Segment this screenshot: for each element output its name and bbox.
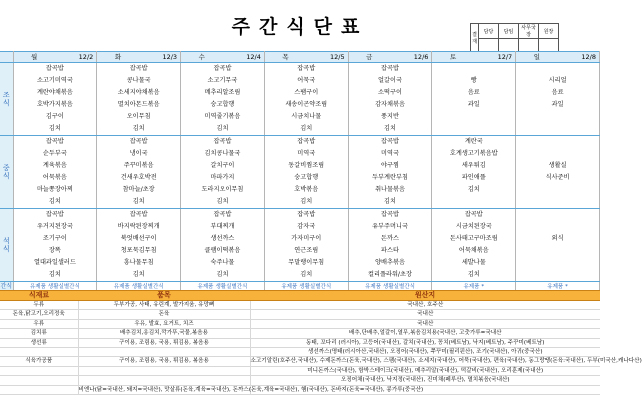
menu-item	[516, 209, 600, 222]
day-name: 금	[366, 53, 373, 61]
page-title: 주간식단표	[231, 16, 369, 38]
menu-item: 시리얼	[516, 75, 600, 87]
menu-item	[432, 63, 516, 76]
menu-item: 계란국	[432, 136, 516, 149]
meal-label: 석식	[0, 209, 13, 282]
origin-row	[0, 329, 600, 338]
day-name: 목	[282, 53, 289, 61]
origin-country: 동태, 꼬다리 (러시아), 고등어(국내산), 갈치(국내산), 꽁치(베트남), 낙지(베트남), 주꾸미(베트남)	[250, 338, 600, 347]
menu-row	[0, 160, 600, 172]
menu-item: 김치	[348, 196, 432, 209]
menu-item: 연근조림	[264, 245, 348, 257]
origin-country: 생선까스(명태(러시아산,국내산), 오징어(국내산), 쭈꾸미(필리핀산), 조기(국내산), 아귀(중국산)	[250, 348, 600, 357]
menu-item: 잡곡밥	[348, 209, 432, 222]
day-name: 수	[198, 53, 205, 61]
menu-item: 과일	[516, 99, 600, 111]
menu-item: 열대과일샐러드	[13, 257, 97, 269]
day-header-row	[0, 52, 600, 63]
menu-row	[0, 257, 600, 269]
menu-row	[0, 111, 600, 123]
origin-category	[0, 376, 78, 385]
menu-item: 잡곡밥	[348, 136, 432, 149]
day-header	[181, 52, 265, 63]
menu-item: 북엇배선구이	[97, 233, 181, 245]
menu-item: 돈까스	[348, 233, 432, 245]
origin-country: 오징어채(국내산), 낙지정(국내산), 진미채(페루산), 멸치볶음(국내산)	[250, 376, 600, 385]
day-name: 월	[31, 53, 38, 61]
menu-item: 참마늘/초장	[97, 184, 181, 196]
menu-item: 잡곡밥	[181, 136, 265, 149]
menu-item: 마파가지	[181, 172, 265, 184]
origin-country: 국내산	[250, 310, 600, 319]
menu-item: 건새우호박전	[97, 172, 181, 184]
menu-item: 소떡구이	[348, 87, 432, 99]
origin-table	[0, 290, 642, 395]
origin-row	[0, 310, 600, 319]
origin-row	[0, 376, 600, 385]
menu-item	[516, 269, 600, 282]
menu-item: 스팸구이	[264, 87, 348, 99]
menu-item: 어묵채볶음	[432, 245, 516, 257]
snack-item: *	[481, 284, 485, 290]
snack-item: 유제품	[281, 284, 298, 290]
approval-box	[470, 23, 559, 53]
menu-item: 외식	[516, 233, 600, 245]
menu-item: 새우튀김	[432, 160, 516, 172]
snack-item: 유제품	[463, 284, 480, 290]
day-name: 토	[449, 53, 457, 61]
menu-item: 계란야채볶음	[13, 87, 97, 99]
menu-item: 숭고합행	[181, 99, 265, 111]
origin-category	[0, 366, 78, 375]
menu-item: 장똑	[13, 245, 97, 257]
menu-item: 김치	[181, 269, 265, 282]
day-header	[348, 52, 432, 63]
menu-row	[0, 172, 600, 184]
menu-item	[432, 123, 516, 136]
day-date: 12/2	[78, 53, 94, 61]
menu-item: 생선까스	[181, 233, 265, 245]
menu-item: 가자미구이	[264, 233, 348, 245]
menu-item: 바지락된장찌개	[97, 221, 181, 233]
origin-category: 우류	[0, 319, 78, 328]
snack-item: 유제품	[29, 284, 46, 290]
day-header	[13, 52, 97, 63]
menu-item: 김치	[97, 123, 181, 136]
menu-item: 미역국	[348, 148, 432, 160]
menu-item	[516, 184, 600, 196]
menu-item: 잡곡밥	[97, 63, 181, 76]
menu-item: 김치	[13, 269, 97, 282]
menu-item: 흥나물무침	[97, 257, 181, 269]
menu-item: 클램이떡볶음	[181, 245, 265, 257]
menu-item	[516, 257, 600, 269]
menu-item: 조기구이	[13, 233, 97, 245]
menu-item: 잡곡밥	[13, 209, 97, 222]
origin-row	[0, 348, 600, 357]
menu-item: 잡곡밥	[97, 209, 181, 222]
day-name: 일	[533, 53, 541, 61]
snack-item: 유제품	[113, 284, 130, 290]
origin-header: 식재료	[0, 291, 78, 301]
menu-item: 오이무침	[97, 111, 181, 123]
menu-item: 김치	[432, 184, 516, 196]
menu-item: 마늘쫑장아찌	[13, 184, 97, 196]
origin-category	[0, 348, 78, 357]
snack-item: 유제품	[197, 284, 214, 290]
menu-item: 세발나물	[432, 257, 516, 269]
menu-item: 감자채볶음	[348, 99, 432, 111]
origin-row	[0, 301, 600, 310]
menu-item: 호박가지볶음	[13, 99, 97, 111]
day-header	[432, 52, 516, 63]
origin-items	[78, 366, 250, 375]
origin-header-row	[0, 291, 600, 301]
menu-item: 김치	[97, 269, 181, 282]
origin-items: 두부가공, 사태, 유린계, 발가지움, 유망뼈	[78, 301, 250, 310]
day-date: 12/4	[246, 53, 261, 61]
snack-item: 유제품	[547, 284, 564, 290]
menu-item: 잡곡밥	[264, 136, 348, 149]
snack-label: 간식	[0, 282, 13, 293]
menu-item: 소고기무국	[181, 75, 265, 87]
menu-item: 소세지야채볶음	[97, 87, 181, 99]
approval-header: 담임	[499, 24, 519, 39]
menu-item: 김치	[264, 269, 348, 282]
menu-item: 숭고합행	[264, 172, 348, 184]
origin-items: 구이용, 조림용, 국용, 튀김용, 볶음용	[78, 338, 250, 347]
origin-items	[78, 348, 250, 357]
menu-item: 우거지된장국	[13, 221, 97, 233]
menu-item: 야구찜	[348, 160, 432, 172]
origin-category: 생선류	[0, 338, 78, 347]
menu-item: 식사준비	[516, 172, 600, 184]
day-header	[264, 52, 348, 63]
menu-item: 무말랭이무침	[264, 257, 348, 269]
menu-item: 잡곡밥	[264, 63, 348, 76]
approval-header: 사무국장	[519, 24, 539, 39]
menu-item	[516, 111, 600, 123]
menu-item	[516, 221, 600, 233]
origin-country: 국내산	[250, 319, 600, 328]
menu-row	[0, 63, 600, 76]
menu-item: 계육볶음	[13, 160, 97, 172]
snack-item: 생활실별간식	[299, 284, 332, 290]
snack-item: 생활실별간식	[215, 284, 248, 290]
menu-row	[0, 233, 600, 245]
menu-row	[0, 136, 600, 149]
origin-row	[0, 338, 600, 347]
menu-item: 김치콩나물국	[181, 148, 265, 160]
menu-item: 김치	[348, 123, 432, 136]
menu-row	[0, 196, 600, 209]
menu-item: 파인애플	[432, 172, 516, 184]
menu-row	[0, 148, 600, 160]
origin-row	[0, 357, 600, 366]
day-header	[97, 52, 181, 63]
menu-item: 김치	[264, 123, 348, 136]
menu-row	[0, 99, 600, 111]
menu-item	[516, 136, 600, 149]
menu-item: 잡곡밥	[13, 136, 97, 149]
origin-category: 두류	[0, 301, 78, 310]
menu-item: 김치	[264, 196, 348, 209]
menu-row	[0, 75, 600, 87]
menu-item: 냉이국	[97, 148, 181, 160]
menu-item: 얼갈이국	[348, 75, 432, 87]
menu-item: 김치	[13, 196, 97, 209]
menu-item: 양배추볶음	[348, 257, 432, 269]
day-date: 12/7	[497, 53, 513, 61]
menu-item: 유부주머니국	[348, 221, 432, 233]
origin-country: 국내산, 호주산	[250, 301, 600, 310]
menu-item: 시금치된장국	[432, 221, 516, 233]
menu-item: 호계생고기볶음밥	[432, 148, 516, 160]
menu-item: 잡곡밥	[97, 136, 181, 149]
menu-item: 음료	[516, 87, 600, 99]
meal-label: 조식	[0, 63, 13, 136]
menu-item: 취나물볶음	[348, 184, 432, 196]
menu-row	[0, 209, 600, 222]
menu-item: 소고기미역국	[13, 75, 97, 87]
menu-item: 파스타	[348, 245, 432, 257]
menu-item: 순두부국	[13, 148, 97, 160]
menu-item: 메추리알조림	[181, 87, 265, 99]
menu-row	[0, 269, 600, 282]
menu-item: 갈치구이	[181, 160, 265, 172]
menu-item: 김치	[181, 123, 265, 136]
menu-row	[0, 87, 600, 99]
snack-item: 생활실별간식	[47, 284, 80, 290]
menu-item: 미역국	[264, 148, 348, 160]
menu-item	[516, 148, 600, 160]
menu-item: 감자국	[264, 221, 348, 233]
origin-items: 구이용, 조림용, 국용, 튀김용, 볶음용	[78, 357, 250, 366]
menu-item: 두부계란부침	[348, 172, 432, 184]
menu-item: 콩나물국	[97, 75, 181, 87]
day-date: 12/3	[162, 53, 178, 61]
menu-item	[516, 245, 600, 257]
menu-row	[0, 245, 600, 257]
day-date: 12/6	[413, 53, 429, 61]
menu-item: 김치	[432, 269, 516, 282]
menu-item: 동갈비찜조림	[264, 160, 348, 172]
snack-item: *	[565, 284, 568, 290]
menu-item	[516, 196, 600, 209]
origin-items: 돈육	[78, 310, 250, 319]
menu-item: 잡곡밥	[181, 209, 265, 222]
origin-category	[0, 385, 78, 394]
menu-item: 미역줄기볶음	[181, 111, 265, 123]
origin-items: 우유, 발효, 요거트, 치즈	[78, 319, 250, 328]
origin-category: 식육가공품	[0, 357, 78, 366]
day-date: 12/8	[581, 53, 596, 61]
approval-header: 담당	[479, 24, 499, 39]
menu-item: 돈사태고구마조림	[432, 233, 516, 245]
origin-items	[78, 376, 250, 385]
menu-item: 호박볶음	[264, 184, 348, 196]
day-name: 화	[114, 53, 122, 61]
menu-row	[0, 184, 600, 196]
origin-items: 비엔나(닭=국내산, 돼지=국내산), 맛살류(돈육,계육=국내산), 돈까스(돈육,계육=국내산), 햄(국내산), 돈바지(돈육=국내산), 콩가루(중국산)	[78, 386, 424, 393]
menu-item: 김치	[181, 196, 265, 209]
origin-row	[0, 385, 600, 394]
menu-item: 청포묵김무침	[97, 245, 181, 257]
menu-item: 숙주나물	[181, 257, 265, 269]
menu-item	[516, 63, 600, 76]
menu-item: 도라지오이무침	[181, 184, 265, 196]
menu-item: 김치	[13, 123, 97, 136]
snack-item: 생활실별간식	[131, 284, 164, 290]
menu-row	[0, 221, 600, 233]
origin-header: 품목	[78, 291, 250, 301]
menu-item	[432, 196, 516, 209]
menu-item: 잡곡밥	[181, 63, 265, 76]
origin-row	[0, 319, 600, 328]
approval-side-label: 결재	[471, 24, 479, 53]
origin-category: 김치류	[0, 329, 78, 338]
meal-label: 중식	[0, 136, 13, 209]
menu-row	[0, 123, 600, 136]
menu-item: 과일	[432, 99, 516, 111]
menu-item: 멸치아몬드볶음	[97, 99, 181, 111]
snack-item: 유제품	[365, 284, 382, 290]
menu-item: 풍지반	[348, 111, 432, 123]
origin-items: 배추김치,옹김치,깍가뚜,국물,볶음용	[78, 329, 250, 338]
menu-item: 김구이	[13, 111, 97, 123]
menu-item: 김치	[97, 196, 181, 209]
origin-header: 원산지	[250, 291, 600, 301]
origin-category: 돈육,닭고기,오리정육	[0, 310, 78, 319]
menu-item: 부대찌개	[181, 221, 265, 233]
day-header	[516, 52, 600, 63]
menu-item: 어묵국	[264, 75, 348, 87]
menu-item: 잡곡밥	[348, 63, 432, 76]
origin-row	[0, 366, 600, 375]
origin-country: 미니돈까스(국내산), 함박스테이크(국내산), 메추리알(국내산), 떡갈비(국내산), 오리훈제(국내산)	[250, 366, 600, 375]
menu-item: 생활실	[516, 160, 600, 172]
approval-header: 원장	[539, 24, 559, 39]
menu-item: 음료	[432, 87, 516, 99]
menu-item: 어묵볶음	[13, 172, 97, 184]
menu-item: 빵	[432, 75, 516, 87]
menu-item: 잡곡밥	[13, 63, 97, 76]
origin-country: 배추,단배추,얼갈이,열무,볶음김치용(국내산, 고춧가루=국내산	[250, 329, 600, 338]
day-date: 12/5	[330, 53, 345, 61]
menu-item: 시금치나물	[264, 111, 348, 123]
menu-item: 잡곡밥	[432, 209, 516, 222]
menu-item: 잡곡밥	[264, 209, 348, 222]
menu-item: 주꾸미볶음	[97, 160, 181, 172]
menu-item: 컬리플라워/초장	[348, 269, 432, 282]
origin-country: 소고기알린(호주산,국내산), 수제돈까스(돈육,국내산), 스팸(국내산), 소세지(국내산), 어묵(국내산), 편육(국내산), 동그랑땡(돈육:국내산), 두부(미국산,캐나다산)	[250, 358, 642, 365]
weekly-menu-table	[0, 51, 600, 293]
menu-item: 새송이곤약조림	[264, 99, 348, 111]
menu-item	[516, 123, 600, 136]
snack-item: 생활실별간식	[383, 284, 415, 290]
menu-item	[432, 111, 516, 123]
